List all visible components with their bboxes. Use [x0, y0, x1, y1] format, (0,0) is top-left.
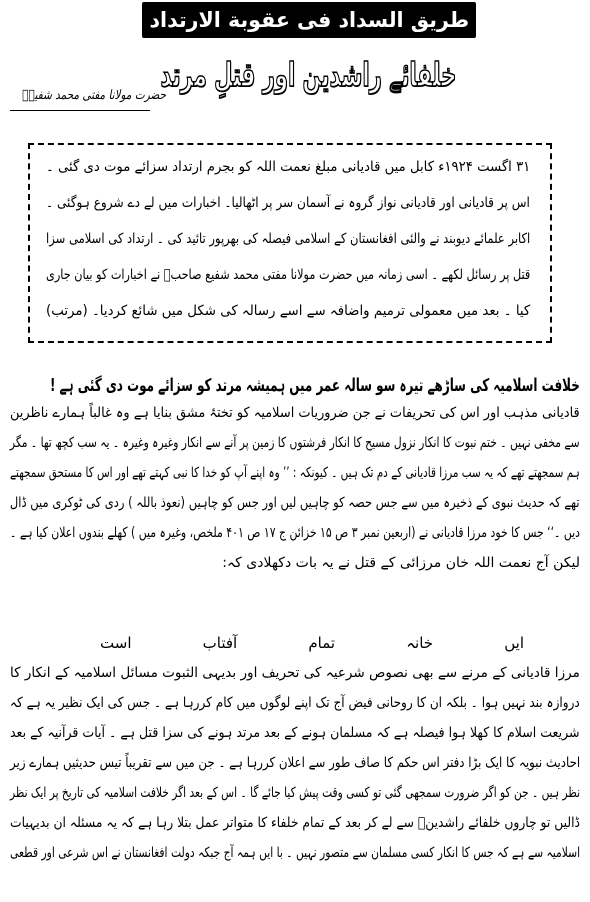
- body-line: ہم سمجھتے تھے کہ یہ سب مرزا قادیانی کے دم تک ہیں ۔ کیونکہ : ’’ وہ اپنے آپ کو خدا کا نبی کہتے تھے اور اس کا مستحق سمجھتے: [10, 465, 580, 481]
- body-line: قادیانی مذہب اور اس کی تحریفات نے جن ضروریات اسلامیہ کو تختۂ مشق بنایا ہے وہ غالباً ہمارے ناظرین: [10, 405, 580, 421]
- body-line: ڈالیں تو چاروں خلفائے راشدینؓ سے لے کر بعد کے تمام خلفاء کا متواتر عمل بتلا رہا ہے کہ یہ مسئلہ ان بدیہیات: [9, 815, 580, 831]
- body-line: اسلامیہ سے ہے کہ جس کا انکار کسی مسلمان سے متصور نہیں ۔ با ایں ہمہ آج جبکہ دولت افغانستان نے اس شرعی اور قطعی: [9, 845, 580, 861]
- note-line: کیا ۔ بعد میں معمولی ترمیم واضافہ سے اسے رسالہ کی شکل میں شائع کردیا۔ (مرتب): [45, 303, 530, 319]
- body-line: نظر ہیں ۔ جن کو اگر ضرورت سمجھی گئی تو کسی وقت پیش کیا جائے گا ۔ اس کے بعد اگر خلافت اسلامیہ کی تاریخ پر ایک نظر: [9, 785, 580, 801]
- body-line: شریعت اسلام کا کھلا ہوا فیصلہ ہے کہ مسلمان ہونے کے بعد مرتد ہونے کی سزا قتل ہے ۔ آیات قرآنیہ کے بعد: [10, 725, 580, 741]
- persian-verse: [100, 634, 524, 656]
- verse-word: تمام: [308, 634, 336, 652]
- note-line: ۳۱ اگست ۱۹۲۴ء کابل میں قادیانی مبلغ نعمت اللہ کو بجرم ارتداد سزائے موت دی گئی ۔: [45, 159, 530, 175]
- body-line: تھے کہ حدیث نبوی کے ذخیرہ میں سے جس حصہ کو چاہیں لیں اور جس کو چاہیں (نعوذ باللہ ) ردی کی ٹوکری میں ڈال: [10, 495, 580, 511]
- verse-word: است: [100, 634, 132, 652]
- body-line: مرزا قادیانی کے مرنے سے بھی نصوص شرعیہ کی تحریف اور بدیہی الثبوت مسائل اسلامیہ کے انکار کا: [10, 665, 580, 681]
- article-title-text: خلفائے راشدین اور قتلِ مرتد: [160, 54, 456, 94]
- author-name: حضرت مولانا مفتی محمد شفیعؒ: [22, 88, 167, 103]
- body-line: دیں ۔‘‘ جس کا خود مرزا قادیانی نے (اربعین نمبر ۳ ص ۱۵ خزائن ج ۱۷ ص ۴۰۱ ملخص، وغیرہ میں ) کھلے بندوں اعلان کیا ہے ۔: [9, 525, 580, 541]
- body-line: سے مخفی نہیں ۔ ختم نبوت کا انکار نزول مسیح کا انکار فرشتوں کا زمین پر آنے سے انکار وغیرہ وغیرہ ۔ یہ سب کچھ تھا ۔ مگر: [10, 435, 580, 451]
- verse-word: آفتاب: [202, 634, 238, 652]
- headline: خلافت اسلامیہ کی ساڑھے تیرہ سو سالہ عمر میں ہمیشہ مرتد کو سزائے موت دی گئی ہے !: [50, 376, 580, 396]
- note-line: قتل پر رسائل لکھے ۔ اسی زمانہ میں حضرت مولانا مفتی محمد شفیع صاحبؒ نے اخبارات کو بیان جاری: [45, 267, 530, 283]
- editor-note-box: [28, 143, 552, 343]
- body-line: لیکن آج نعمت اللہ خان مرزائی کے قتل نے یہ بات دکھلادی کہ:: [222, 555, 580, 571]
- verse-word: ایں: [504, 634, 524, 652]
- note-line: اکابر علمائے دیوبند نے والئی افغانستان کے اسلامی فیصلہ کی بھرپور تائید کی ۔ ارتداد کی اسلامی سزا: [45, 231, 530, 247]
- body-line: دروازہ بند نہیں ہوا ۔ بلکہ ان کا روحانی فیض آج تک اپنے لوگوں میں کام کررہا ہے ۔ جس کی ایک نظیر یہ ہے کہ: [10, 695, 580, 711]
- author-underline: [10, 110, 150, 111]
- series-banner-text: طریق السداد فی عقوبة الارتداد: [149, 8, 469, 32]
- note-line: اس پر قادیانی اور قادیانی نواز گروہ نے آسمان سر پر اٹھالیا۔ اخبارات میں لے دے شروع ہوگئی ۔: [46, 195, 530, 211]
- body-line: احادیث نبویہ کا ایک بڑا دفتر اس حکم کا صاف طور سے اعلان کررہا ہے ۔ جن میں سے تقریباً تیس حدیثیں ہمارے زیر: [9, 755, 580, 771]
- series-banner: [142, 2, 476, 38]
- article-title: [158, 46, 458, 102]
- verse-word: خانہ: [406, 634, 434, 652]
